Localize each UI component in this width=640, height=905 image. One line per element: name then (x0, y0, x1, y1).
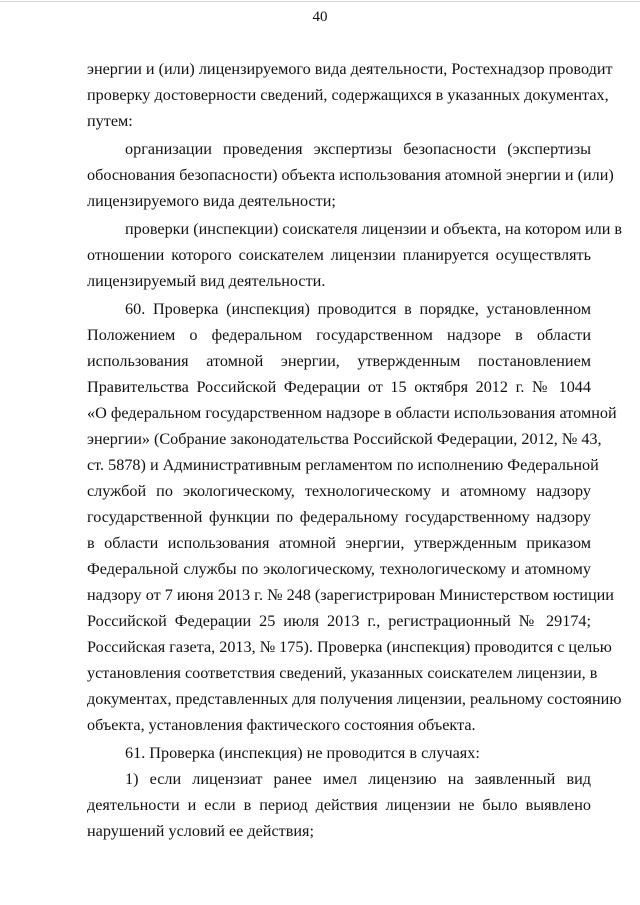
text-line: Правительства Российской Федерации от 15 октября 2012 г. № 1044 (87, 378, 591, 396)
text-line: обоснования безопасности) объекта использования атомной энергии и (или) (87, 166, 614, 184)
page-number: 40 (312, 9, 328, 25)
text-line: 60. Проверка (инспекция) проводится в порядке, установленном (125, 300, 591, 318)
text-line: 1) если лицензиат ранее имел лицензию на заявленный вид (125, 770, 591, 788)
text-line: лицензируемого вида деятельности; (87, 192, 336, 210)
text-line: Положением о федеральном государственном надзоре в области (87, 326, 591, 344)
text-line: документах, представленных для получения лицензии, реальному состоянию (87, 690, 622, 708)
text-line: энергии и (или) лицензируемого вида деятельности, Ростехнадзор проводит (87, 60, 613, 78)
text-line: Российская газета, 2013, № 175). Проверка (инспекция) проводится с целью (87, 638, 612, 656)
text-line: надзору от 7 июня 2013 г. № 248 (зарегистрирован Министерством юстиции (87, 586, 614, 604)
text-line: государственной функции по федеральному государственному надзору (87, 508, 591, 526)
text-line: объекта, установления фактического состояния объекта. (87, 716, 476, 734)
text-line: Федеральной службы по экологическому, технологическому и атомному (87, 560, 591, 578)
text-line: путем: (87, 112, 133, 130)
text-line: нарушений условий ее действия; (87, 822, 314, 840)
text-line: службой по экологическому, технологическому и атомному надзору (87, 482, 591, 500)
text-line: использования атомной энергии, утвержденным постановлением (87, 352, 591, 370)
text-line: установления соответствия сведений, указанных соискателем лицензии, в (87, 664, 598, 682)
text-line: энергии» (Собрание законодательства Российской Федерации, 2012, № 43, (87, 430, 602, 448)
top-rule (0, 1, 640, 2)
text-line: ст. 5878) и Административным регламентом по исполнению Федеральной (87, 456, 599, 474)
text-line: отношении которого соискателем лицензии планируется осуществлять (87, 246, 591, 264)
text-line: в области использования атомной энергии, утвержденным приказом (87, 534, 591, 552)
text-line: деятельности и если в период действия лицензии не было выявлено (87, 796, 591, 814)
text-line: Российской Федерации 25 июля 2013 г., регистрационный № 29174; (87, 612, 591, 630)
text-line: проверку достоверности сведений, содержащихся в указанных документах, (87, 86, 609, 104)
text-line: «О федеральном государственном надзоре в области использования атомной (87, 404, 617, 422)
text-line: организации проведения экспертизы безопасности (экспертизы (125, 140, 591, 158)
text-line: 61. Проверка (инспекция) не проводится в случаях: (125, 744, 480, 762)
text-line: проверки (инспекции) соискателя лицензии и объекта, на котором или в (125, 220, 623, 238)
text-line: лицензируемый вид деятельности. (87, 272, 326, 290)
